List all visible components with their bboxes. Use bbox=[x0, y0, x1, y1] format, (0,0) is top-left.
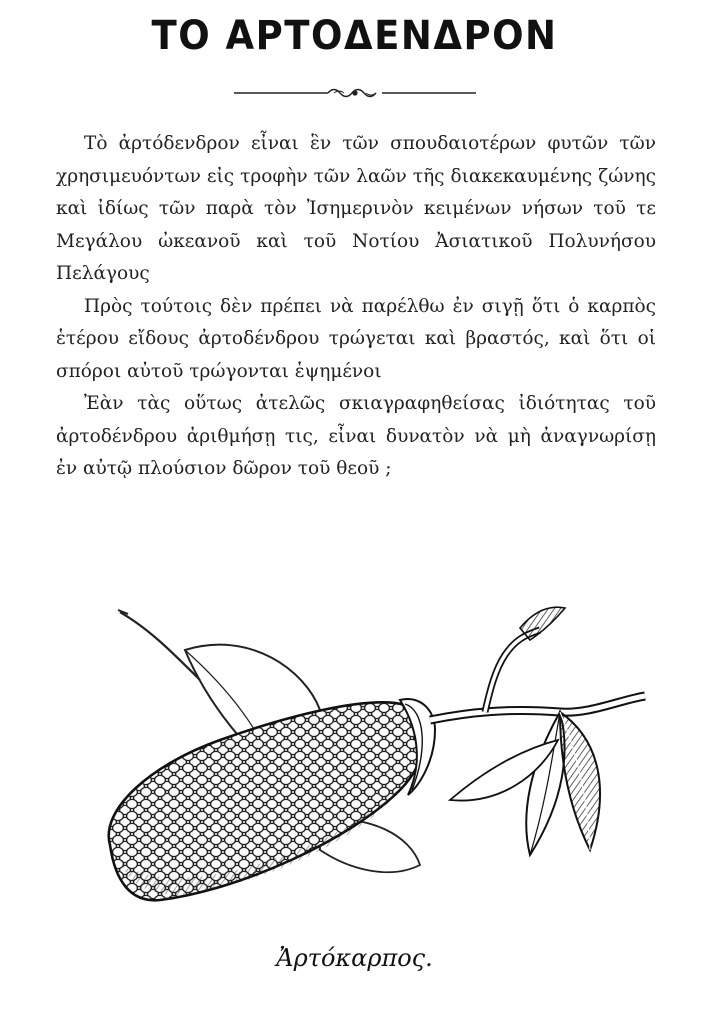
title-ornament bbox=[230, 84, 480, 102]
paragraph-1: Τὸ ἀρτόδενδρον εἶναι ἓν τῶν σπουδαιοτέρων φυτῶν τῶν χρησιμευόντων εἰς τροφὴν τῶν λαῶν τῆς διακεκαυμένης ζώνης καὶ ἰδίως τῶν παρὰ τὸν Ἰσημερινὸν κειμένων νήσων τοῦ τε Μεγάλου ὠκεανοῦ καὶ τοῦ Νοτίου Ἀσιατικοῦ Πολυνήσου Πελάγους bbox=[56, 133, 656, 284]
illustration-caption: Ἀρτόκαρπος. bbox=[276, 944, 433, 972]
breadfruit-illustration bbox=[90, 600, 650, 950]
paragraph-2: Πρὸς τούτοις δὲν πρέπει νὰ παρέλθω ἐν σιγῇ ὅτι ὁ καρπὸς ἑτέρου εἴδους ἀρτοδένδρου τρώγεται καὶ βραστός, καὶ ὅτι οἱ σπόροι αὐτοῦ τρώγονται ἑψημένοι bbox=[56, 295, 656, 382]
paragraph-3: Ἐὰν τὰς οὕτως ἀτελῶς σκιαγραφηθείσας ἰδιότητας τοῦ ἀρτοδένδρου ἀριθμήσῃ τις, εἶναι δυνατὸν νὰ μὴ ἀναγνωρίσῃ ἐν αὐτῷ πλούσιον δῶρον τοῦ θεοῦ ; bbox=[56, 393, 656, 479]
page-title: ΤΟ ΑΡΤΟΔΕΝΔΡΟΝ bbox=[151, 12, 558, 59]
article-body bbox=[56, 128, 656, 486]
